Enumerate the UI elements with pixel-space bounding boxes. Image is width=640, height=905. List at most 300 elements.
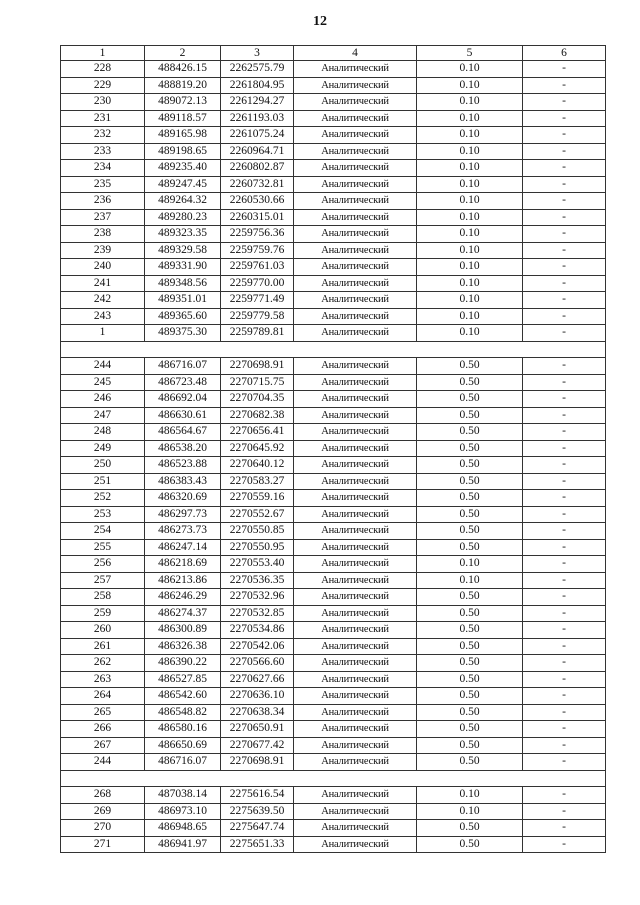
y-coordinate-cell: 2270534.86	[221, 622, 294, 639]
x-coordinate-cell: 486523.88	[145, 457, 221, 474]
page-number: 12	[313, 14, 327, 29]
table-row	[61, 803, 606, 820]
accuracy-cell: 0.10	[417, 325, 523, 342]
method-cell: Аналитический	[294, 473, 417, 490]
y-coordinate-cell: 2260964.71	[221, 143, 294, 160]
y-coordinate-cell: 2270698.91	[221, 754, 294, 771]
method-cell: Аналитический	[294, 226, 417, 243]
point-number-cell: 242	[61, 292, 145, 309]
accuracy-cell: 0.50	[417, 506, 523, 523]
table-row	[61, 193, 606, 210]
method-cell: Аналитический	[294, 391, 417, 408]
note-cell: -	[523, 325, 606, 342]
y-coordinate-cell: 2270550.85	[221, 523, 294, 540]
accuracy-cell: 0.50	[417, 523, 523, 540]
point-number-cell: 232	[61, 127, 145, 144]
accuracy-cell: 0.50	[417, 440, 523, 457]
x-coordinate-cell: 489072.13	[145, 94, 221, 111]
table-row	[61, 572, 606, 589]
x-coordinate-cell: 489198.65	[145, 143, 221, 160]
table-row	[61, 671, 606, 688]
note-cell: -	[523, 308, 606, 325]
x-coordinate-cell: 486542.60	[145, 688, 221, 705]
note-cell: -	[523, 754, 606, 771]
accuracy-cell: 0.50	[417, 473, 523, 490]
point-number-cell: 258	[61, 589, 145, 606]
y-coordinate-cell: 2261075.24	[221, 127, 294, 144]
y-coordinate-cell: 2259770.00	[221, 275, 294, 292]
note-cell: -	[523, 193, 606, 210]
y-coordinate-cell: 2270532.85	[221, 605, 294, 622]
y-coordinate-cell: 2261804.95	[221, 77, 294, 94]
method-cell: Аналитический	[294, 292, 417, 309]
table-row	[61, 77, 606, 94]
note-cell: -	[523, 704, 606, 721]
table-row	[61, 160, 606, 177]
y-coordinate-cell: 2270715.75	[221, 374, 294, 391]
accuracy-cell: 0.10	[417, 94, 523, 111]
note-cell: -	[523, 143, 606, 160]
note-cell: -	[523, 424, 606, 441]
point-number-cell: 255	[61, 539, 145, 556]
accuracy-cell: 0.50	[417, 589, 523, 606]
y-coordinate-cell: 2270636.10	[221, 688, 294, 705]
y-coordinate-cell: 2260802.87	[221, 160, 294, 177]
table-row	[61, 110, 606, 127]
accuracy-cell: 0.50	[417, 490, 523, 507]
note-cell: -	[523, 671, 606, 688]
note-cell: -	[523, 358, 606, 375]
method-cell: Аналитический	[294, 176, 417, 193]
x-coordinate-cell: 486650.69	[145, 737, 221, 754]
method-cell: Аналитический	[294, 490, 417, 507]
note-cell: -	[523, 160, 606, 177]
method-cell: Аналитический	[294, 259, 417, 276]
y-coordinate-cell: 2270650.91	[221, 721, 294, 738]
method-cell: Аналитический	[294, 374, 417, 391]
y-coordinate-cell: 2270640.12	[221, 457, 294, 474]
point-number-cell: 247	[61, 407, 145, 424]
x-coordinate-cell: 486273.73	[145, 523, 221, 540]
accuracy-cell: 0.10	[417, 143, 523, 160]
x-coordinate-cell: 489247.45	[145, 176, 221, 193]
table-row	[61, 556, 606, 573]
method-cell: Аналитический	[294, 242, 417, 259]
point-number-cell: 264	[61, 688, 145, 705]
y-coordinate-cell: 2270536.35	[221, 572, 294, 589]
x-coordinate-cell: 486246.29	[145, 589, 221, 606]
table-row	[61, 506, 606, 523]
point-number-cell: 270	[61, 820, 145, 837]
note-cell: -	[523, 638, 606, 655]
point-number-cell: 263	[61, 671, 145, 688]
table-row	[61, 688, 606, 705]
note-cell: -	[523, 523, 606, 540]
note-cell: -	[523, 787, 606, 804]
y-coordinate-cell: 2270583.27	[221, 473, 294, 490]
accuracy-cell: 0.50	[417, 391, 523, 408]
method-cell: Аналитический	[294, 655, 417, 672]
note-cell: -	[523, 259, 606, 276]
note-cell: -	[523, 803, 606, 820]
table-row	[61, 622, 606, 639]
method-cell: Аналитический	[294, 308, 417, 325]
method-cell: Аналитический	[294, 358, 417, 375]
x-coordinate-cell: 486320.69	[145, 490, 221, 507]
note-cell: -	[523, 226, 606, 243]
note-cell: -	[523, 457, 606, 474]
accuracy-cell: 0.10	[417, 110, 523, 127]
accuracy-cell: 0.10	[417, 572, 523, 589]
x-coordinate-cell: 489165.98	[145, 127, 221, 144]
x-coordinate-cell: 488426.15	[145, 61, 221, 78]
x-coordinate-cell: 489329.58	[145, 242, 221, 259]
table-row	[61, 787, 606, 804]
note-cell: -	[523, 836, 606, 853]
y-coordinate-cell: 2270532.96	[221, 589, 294, 606]
point-number-cell: 248	[61, 424, 145, 441]
y-coordinate-cell: 2270542.06	[221, 638, 294, 655]
note-cell: -	[523, 407, 606, 424]
y-coordinate-cell: 2261193.03	[221, 110, 294, 127]
point-number-cell: 239	[61, 242, 145, 259]
x-coordinate-cell: 486716.07	[145, 358, 221, 375]
table-row	[61, 292, 606, 309]
point-number-cell: 228	[61, 61, 145, 78]
accuracy-cell: 0.50	[417, 638, 523, 655]
y-coordinate-cell: 2275616.54	[221, 787, 294, 804]
method-cell: Аналитический	[294, 325, 417, 342]
table-row	[61, 275, 606, 292]
accuracy-cell: 0.50	[417, 539, 523, 556]
x-coordinate-cell: 489118.57	[145, 110, 221, 127]
method-cell: Аналитический	[294, 193, 417, 210]
x-coordinate-cell: 486580.16	[145, 721, 221, 738]
point-number-cell: 240	[61, 259, 145, 276]
point-number-cell: 253	[61, 506, 145, 523]
table-row	[61, 308, 606, 325]
method-cell: Аналитический	[294, 424, 417, 441]
method-cell: Аналитический	[294, 209, 417, 226]
table-row	[61, 143, 606, 160]
point-number-cell: 257	[61, 572, 145, 589]
note-cell: -	[523, 655, 606, 672]
point-number-cell: 238	[61, 226, 145, 243]
method-cell: Аналитический	[294, 721, 417, 738]
note-cell: -	[523, 506, 606, 523]
y-coordinate-cell: 2260530.66	[221, 193, 294, 210]
method-cell: Аналитический	[294, 803, 417, 820]
table-row	[61, 490, 606, 507]
accuracy-cell: 0.50	[417, 737, 523, 754]
note-cell: -	[523, 721, 606, 738]
y-coordinate-cell: 2270645.92	[221, 440, 294, 457]
accuracy-cell: 0.50	[417, 721, 523, 738]
x-coordinate-cell: 486247.14	[145, 539, 221, 556]
accuracy-cell: 0.50	[417, 820, 523, 837]
table-row	[61, 721, 606, 738]
table-row	[61, 539, 606, 556]
accuracy-cell: 0.50	[417, 688, 523, 705]
y-coordinate-cell: 2260315.01	[221, 209, 294, 226]
separator-cell	[61, 341, 606, 358]
method-cell: Аналитический	[294, 572, 417, 589]
table-row	[61, 605, 606, 622]
table-row	[61, 127, 606, 144]
note-cell: -	[523, 688, 606, 705]
point-number-cell: 229	[61, 77, 145, 94]
note-cell: -	[523, 737, 606, 754]
x-coordinate-cell: 486548.82	[145, 704, 221, 721]
table-row	[61, 94, 606, 111]
x-coordinate-cell: 489235.40	[145, 160, 221, 177]
x-coordinate-cell: 486630.61	[145, 407, 221, 424]
accuracy-cell: 0.50	[417, 836, 523, 853]
x-coordinate-cell: 489375.30	[145, 325, 221, 342]
method-cell: Аналитический	[294, 622, 417, 639]
table-row	[61, 358, 606, 375]
separator-cell	[61, 770, 606, 787]
accuracy-cell: 0.10	[417, 556, 523, 573]
point-number-cell: 244	[61, 358, 145, 375]
y-coordinate-cell: 2270682.38	[221, 407, 294, 424]
table-row	[61, 589, 606, 606]
y-coordinate-cell: 2270566.60	[221, 655, 294, 672]
note-cell: -	[523, 820, 606, 837]
table-row	[61, 242, 606, 259]
x-coordinate-cell: 489351.01	[145, 292, 221, 309]
table-row	[61, 820, 606, 837]
x-coordinate-cell: 489348.56	[145, 275, 221, 292]
y-coordinate-cell: 2262575.79	[221, 61, 294, 78]
point-number-cell: 236	[61, 193, 145, 210]
x-coordinate-cell: 486564.67	[145, 424, 221, 441]
table-row	[61, 391, 606, 408]
table-row	[61, 61, 606, 78]
coordinates-table	[60, 45, 606, 853]
x-coordinate-cell: 486274.37	[145, 605, 221, 622]
accuracy-cell: 0.50	[417, 424, 523, 441]
note-cell: -	[523, 440, 606, 457]
point-number-cell: 260	[61, 622, 145, 639]
method-cell: Аналитический	[294, 671, 417, 688]
method-cell: Аналитический	[294, 556, 417, 573]
accuracy-cell: 0.50	[417, 671, 523, 688]
x-coordinate-cell: 486538.20	[145, 440, 221, 457]
y-coordinate-cell: 2270550.95	[221, 539, 294, 556]
x-coordinate-cell: 486723.48	[145, 374, 221, 391]
method-cell: Аналитический	[294, 638, 417, 655]
y-coordinate-cell: 2259779.58	[221, 308, 294, 325]
point-number-cell: 268	[61, 787, 145, 804]
point-number-cell: 246	[61, 391, 145, 408]
x-coordinate-cell: 487038.14	[145, 787, 221, 804]
method-cell: Аналитический	[294, 836, 417, 853]
x-coordinate-cell: 489365.60	[145, 308, 221, 325]
table-row	[61, 424, 606, 441]
method-cell: Аналитический	[294, 605, 417, 622]
y-coordinate-cell: 2270677.42	[221, 737, 294, 754]
y-coordinate-cell: 2259756.36	[221, 226, 294, 243]
method-cell: Аналитический	[294, 275, 417, 292]
table-row	[61, 176, 606, 193]
y-coordinate-cell: 2270638.34	[221, 704, 294, 721]
method-cell: Аналитический	[294, 77, 417, 94]
accuracy-cell: 0.10	[417, 292, 523, 309]
point-number-cell: 245	[61, 374, 145, 391]
point-number-cell: 265	[61, 704, 145, 721]
y-coordinate-cell: 2270559.16	[221, 490, 294, 507]
point-number-cell: 243	[61, 308, 145, 325]
table-body	[61, 61, 606, 853]
point-number-cell: 252	[61, 490, 145, 507]
header-cell: 4	[294, 46, 417, 61]
accuracy-cell: 0.50	[417, 407, 523, 424]
point-number-cell: 261	[61, 638, 145, 655]
table-row	[61, 473, 606, 490]
method-cell: Аналитический	[294, 143, 417, 160]
table-row	[61, 523, 606, 540]
y-coordinate-cell: 2270704.35	[221, 391, 294, 408]
method-cell: Аналитический	[294, 820, 417, 837]
accuracy-cell: 0.50	[417, 358, 523, 375]
y-coordinate-cell: 2275647.74	[221, 820, 294, 837]
separator-row	[61, 770, 606, 787]
note-cell: -	[523, 176, 606, 193]
point-number-cell: 233	[61, 143, 145, 160]
point-number-cell: 250	[61, 457, 145, 474]
method-cell: Аналитический	[294, 457, 417, 474]
point-number-cell: 269	[61, 803, 145, 820]
y-coordinate-cell: 2270627.66	[221, 671, 294, 688]
y-coordinate-cell: 2270552.67	[221, 506, 294, 523]
y-coordinate-cell: 2270698.91	[221, 358, 294, 375]
point-number-cell: 271	[61, 836, 145, 853]
point-number-cell: 267	[61, 737, 145, 754]
table-row	[61, 754, 606, 771]
point-number-cell: 266	[61, 721, 145, 738]
accuracy-cell: 0.10	[417, 61, 523, 78]
method-cell: Аналитический	[294, 688, 417, 705]
note-cell: -	[523, 374, 606, 391]
point-number-cell: 256	[61, 556, 145, 573]
accuracy-cell: 0.50	[417, 754, 523, 771]
note-cell: -	[523, 605, 606, 622]
y-coordinate-cell: 2270656.41	[221, 424, 294, 441]
accuracy-cell: 0.10	[417, 275, 523, 292]
x-coordinate-cell: 486692.04	[145, 391, 221, 408]
method-cell: Аналитический	[294, 94, 417, 111]
method-cell: Аналитический	[294, 704, 417, 721]
table-row	[61, 836, 606, 853]
x-coordinate-cell: 489323.35	[145, 226, 221, 243]
header-cell: 2	[145, 46, 221, 61]
table-row	[61, 440, 606, 457]
note-cell: -	[523, 209, 606, 226]
table-row	[61, 638, 606, 655]
y-coordinate-cell: 2259771.49	[221, 292, 294, 309]
table-row	[61, 325, 606, 342]
x-coordinate-cell: 486300.89	[145, 622, 221, 639]
point-number-cell: 249	[61, 440, 145, 457]
accuracy-cell: 0.10	[417, 226, 523, 243]
note-cell: -	[523, 275, 606, 292]
y-coordinate-cell: 2270553.40	[221, 556, 294, 573]
header-row	[61, 46, 606, 61]
accuracy-cell: 0.10	[417, 176, 523, 193]
table-row	[61, 226, 606, 243]
x-coordinate-cell: 489280.23	[145, 209, 221, 226]
point-number-cell: 262	[61, 655, 145, 672]
note-cell: -	[523, 572, 606, 589]
note-cell: -	[523, 110, 606, 127]
accuracy-cell: 0.50	[417, 374, 523, 391]
note-cell: -	[523, 490, 606, 507]
y-coordinate-cell: 2259759.76	[221, 242, 294, 259]
y-coordinate-cell: 2261294.27	[221, 94, 294, 111]
point-number-cell: 234	[61, 160, 145, 177]
y-coordinate-cell: 2275651.33	[221, 836, 294, 853]
accuracy-cell: 0.50	[417, 457, 523, 474]
method-cell: Аналитический	[294, 754, 417, 771]
accuracy-cell: 0.10	[417, 160, 523, 177]
accuracy-cell: 0.10	[417, 127, 523, 144]
header-cell: 3	[221, 46, 294, 61]
point-number-cell: 241	[61, 275, 145, 292]
note-cell: -	[523, 589, 606, 606]
x-coordinate-cell: 486941.97	[145, 836, 221, 853]
point-number-cell: 244	[61, 754, 145, 771]
y-coordinate-cell: 2260732.81	[221, 176, 294, 193]
y-coordinate-cell: 2259761.03	[221, 259, 294, 276]
note-cell: -	[523, 622, 606, 639]
method-cell: Аналитический	[294, 407, 417, 424]
method-cell: Аналитический	[294, 440, 417, 457]
method-cell: Аналитический	[294, 737, 417, 754]
method-cell: Аналитический	[294, 61, 417, 78]
note-cell: -	[523, 292, 606, 309]
x-coordinate-cell: 486948.65	[145, 820, 221, 837]
x-coordinate-cell: 486973.10	[145, 803, 221, 820]
note-cell: -	[523, 539, 606, 556]
accuracy-cell: 0.50	[417, 605, 523, 622]
method-cell: Аналитический	[294, 160, 417, 177]
accuracy-cell: 0.10	[417, 77, 523, 94]
header-cell: 5	[417, 46, 523, 61]
x-coordinate-cell: 489331.90	[145, 259, 221, 276]
table-row	[61, 209, 606, 226]
note-cell: -	[523, 127, 606, 144]
table-row	[61, 655, 606, 672]
note-cell: -	[523, 556, 606, 573]
note-cell: -	[523, 242, 606, 259]
x-coordinate-cell: 486218.69	[145, 556, 221, 573]
x-coordinate-cell: 486716.07	[145, 754, 221, 771]
point-number-cell: 235	[61, 176, 145, 193]
table-row	[61, 457, 606, 474]
point-number-cell: 1	[61, 325, 145, 342]
separator-row	[61, 341, 606, 358]
table-row	[61, 259, 606, 276]
accuracy-cell: 0.10	[417, 308, 523, 325]
method-cell: Аналитический	[294, 127, 417, 144]
point-number-cell: 251	[61, 473, 145, 490]
note-cell: -	[523, 94, 606, 111]
accuracy-cell: 0.10	[417, 242, 523, 259]
accuracy-cell: 0.50	[417, 704, 523, 721]
accuracy-cell: 0.10	[417, 209, 523, 226]
point-number-cell: 254	[61, 523, 145, 540]
